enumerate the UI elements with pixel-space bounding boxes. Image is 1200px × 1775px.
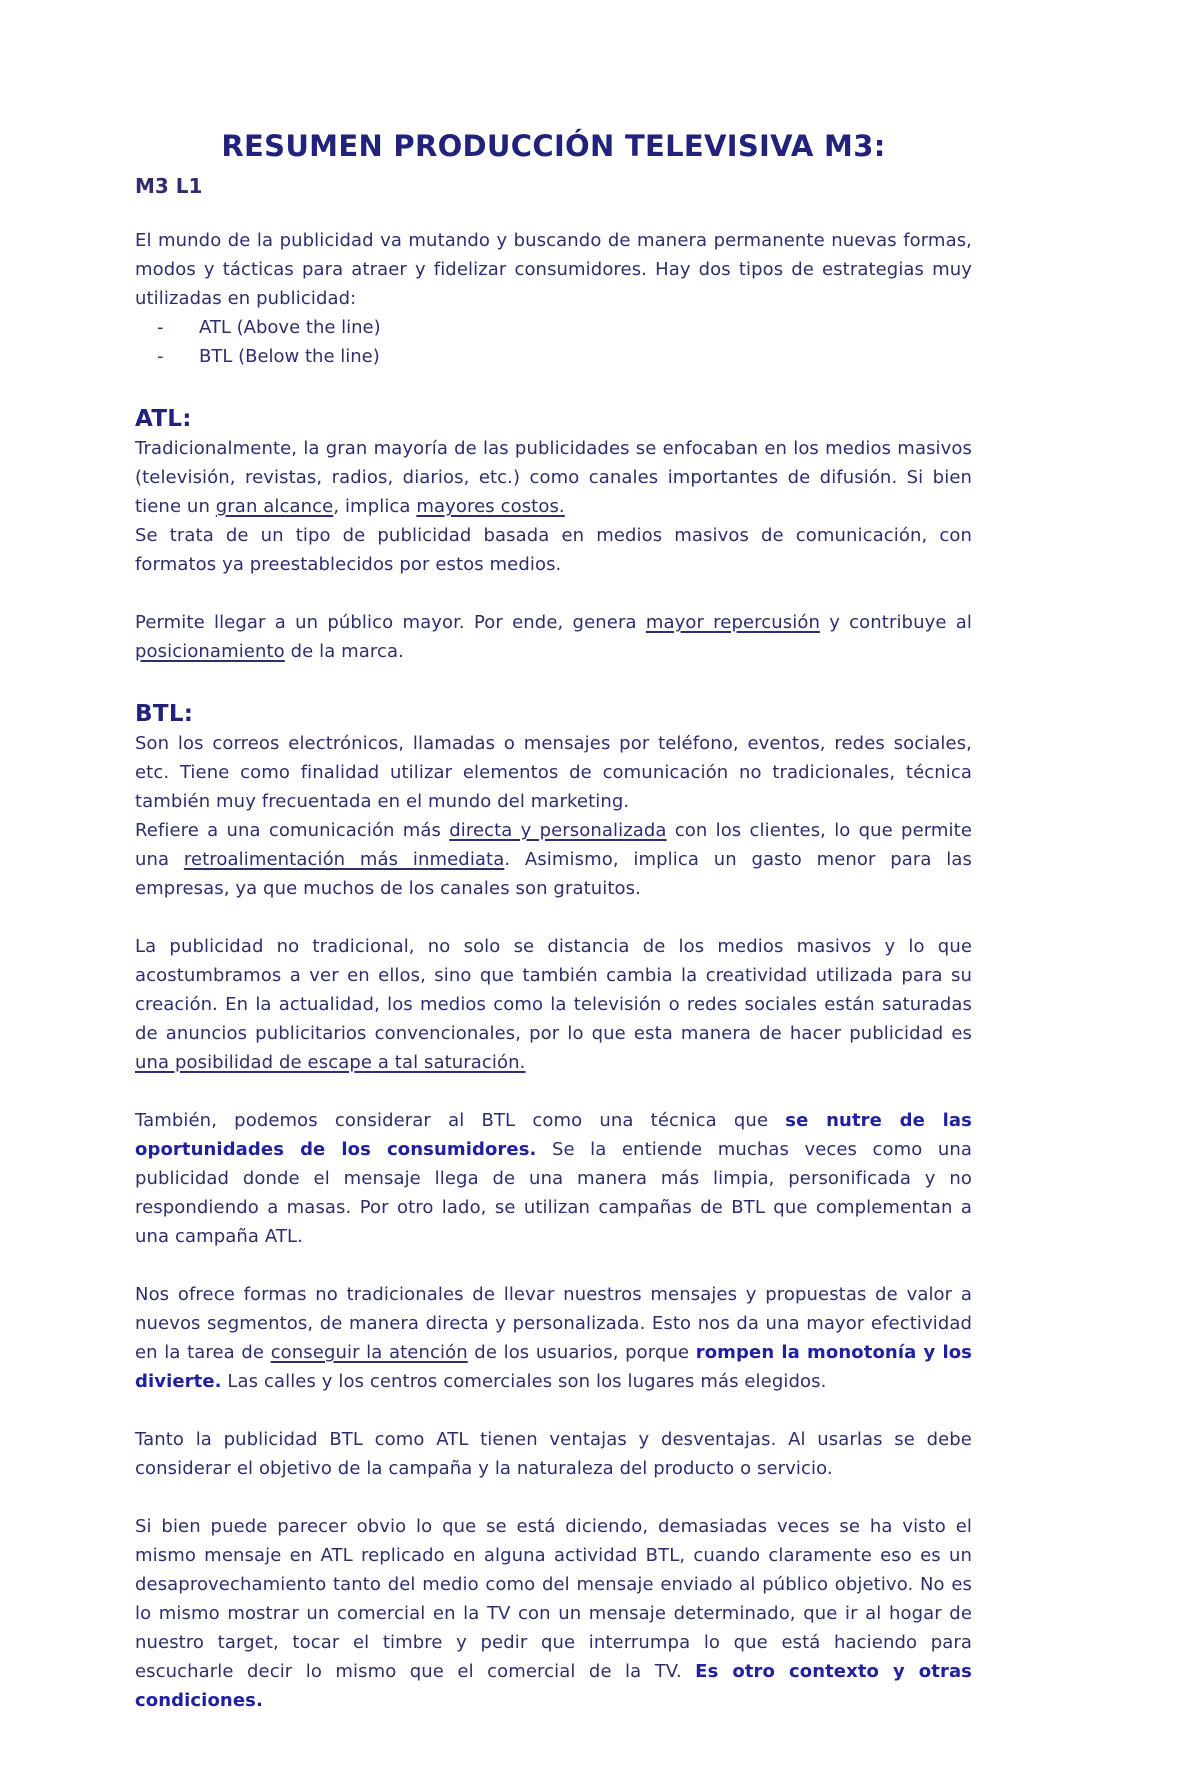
list-bullet: -: [157, 346, 164, 367]
text-run: Refiere a una comunicación más: [135, 820, 450, 841]
text-run: El mundo de la publicidad va mutando y buscando de manera permanente nuevas formas, modos y tácticas para atraer y fidelizar consumidores. Hay dos tipos de estrategias muy utilizadas en publicidad:: [135, 230, 972, 309]
paragraph-atl-2: [135, 521, 972, 579]
bold-phrase: rompen la monotonía y los divierte.: [135, 1342, 972, 1392]
underlined-phrase: posicionamiento: [135, 641, 285, 662]
underlined-phrase: retroalimentación más inmediata: [183, 849, 505, 870]
underlined-phrase: gran alcance: [215, 496, 334, 517]
text-run: Son los correos electrónicos, llamadas o mensajes por teléfono, eventos, redes sociales, etc. Tiene como finalidad utilizar elementos de comunicación no tradicionales, técnica también muy frecuentada en el mundo del marketing.: [135, 733, 972, 812]
heading-btl: BTL:: [135, 701, 194, 727]
text-run: Si bien puede parecer obvio lo que se está diciendo, demasiadas veces se ha visto el mismo mensaje en ATL replicado en alguna actividad BTL, cuando claramente eso es un desaprovechamiento tanto del medio como del mensaje enviado al público objetivo. No es lo mismo mostrar un comercial en la TV con un mensaje determinado, que ir al hogar de nuestro target, tocar el timbre y pedir que interrumpa lo que está haciendo para escucharle decir lo mismo que el comercial de la TV.: [135, 1516, 972, 1682]
strategy-list: [135, 313, 972, 371]
text-run: Se trata de un tipo de publicidad basada en medios masivos de comunicación, con formatos ya preestablecidos por estos medios.: [135, 525, 972, 575]
underlined-phrase: una posibilidad de escape a tal saturación.: [135, 1052, 526, 1073]
bold-phrase: se nutre de las oportunidades de los consumidores.: [135, 1110, 972, 1160]
list-item-label: BTL (Below the line): [199, 346, 380, 367]
list-bullet: -: [157, 317, 164, 338]
paragraph-atl-1: [135, 434, 972, 521]
text-run: La publicidad no tradicional, no solo se distancia de los medios masivos y lo que acostumbramos a ver en ellos, sino que también cambia la creatividad utilizada para su creación. En la actualidad, los medios como la televisión o redes sociales están saturadas de anuncios publicitarios convencionales, por lo que esta manera de hacer publicidad es: [135, 936, 972, 1044]
text-run: y contribuye al: [819, 612, 972, 633]
list-item-atl: [135, 313, 972, 342]
text-run: Las calles y los centros comerciales son los lugares más elegidos.: [221, 1371, 827, 1392]
text-run: Tradicionalmente, la gran mayoría de las publicidades se enfocaban en los medios masivos (televisión, revistas, radios, diarios, etc.) como canales importantes de difusión. Si bien tiene un: [135, 438, 972, 517]
underlined-phrase: conseguir la atención: [270, 1342, 468, 1363]
text-run: de la marca.: [284, 641, 404, 662]
intro-paragraph: [135, 226, 972, 313]
paragraph-btl-4: [135, 1106, 972, 1251]
paragraph-btl-1: [135, 729, 972, 816]
underlined-phrase: mayor repercusión: [645, 612, 820, 633]
underlined-phrase: mayores costos.: [416, 496, 565, 517]
text-run: de los usuarios, porque: [467, 1342, 696, 1363]
underlined-phrase: directa y personalizada: [449, 820, 667, 841]
paragraph-btl-3: [135, 932, 972, 1077]
heading-atl: ATL:: [135, 406, 192, 432]
text-run: También, podemos considerar al BTL como una técnica que: [135, 1110, 786, 1131]
document-title: RESUMEN PRODUCCIÓN TELEVISIVA M3:: [221, 129, 886, 163]
paragraph-btl-5: [135, 1280, 972, 1396]
text-run: Se la entiende muchas veces como una publicidad donde el mensaje llega de una manera más limpia, personificada y no respondiendo a masas. Por otro lado, se utilizan campañas de BTL que complementan a una campaña ATL.: [135, 1139, 972, 1247]
paragraph-btl-2: [135, 816, 972, 903]
text-run: Tanto la publicidad BTL como ATL tienen ventajas y desventajas. Al usarlas se debe considerar el objetivo de la campaña y la naturaleza del producto o servicio.: [135, 1429, 972, 1479]
paragraph-btl-7: [135, 1512, 972, 1715]
paragraph-btl-6: [135, 1425, 972, 1483]
text-run: Permite llegar a un público mayor. Por ende, genera: [135, 612, 646, 633]
text-run: con los clientes, lo que permite una: [135, 820, 972, 870]
bold-phrase: Es otro contexto y otras condiciones.: [135, 1661, 972, 1711]
text-run: . Asimismo, implica un gasto menor para las empresas, ya que muchos de los canales son gratuitos.: [135, 849, 972, 899]
text-run: Nos ofrece formas no tradicionales de llevar nuestros mensajes y propuestas de valor a nuevos segmentos, de manera directa y personalizada. Esto nos da una mayor efectividad en la tarea de: [135, 1284, 972, 1363]
text-run: , implica: [333, 496, 417, 517]
list-item-label: ATL (Above the line): [199, 317, 381, 338]
paragraph-atl-3: [135, 608, 972, 666]
list-item-btl: [135, 342, 972, 371]
lesson-label: M3 L1: [135, 174, 203, 198]
